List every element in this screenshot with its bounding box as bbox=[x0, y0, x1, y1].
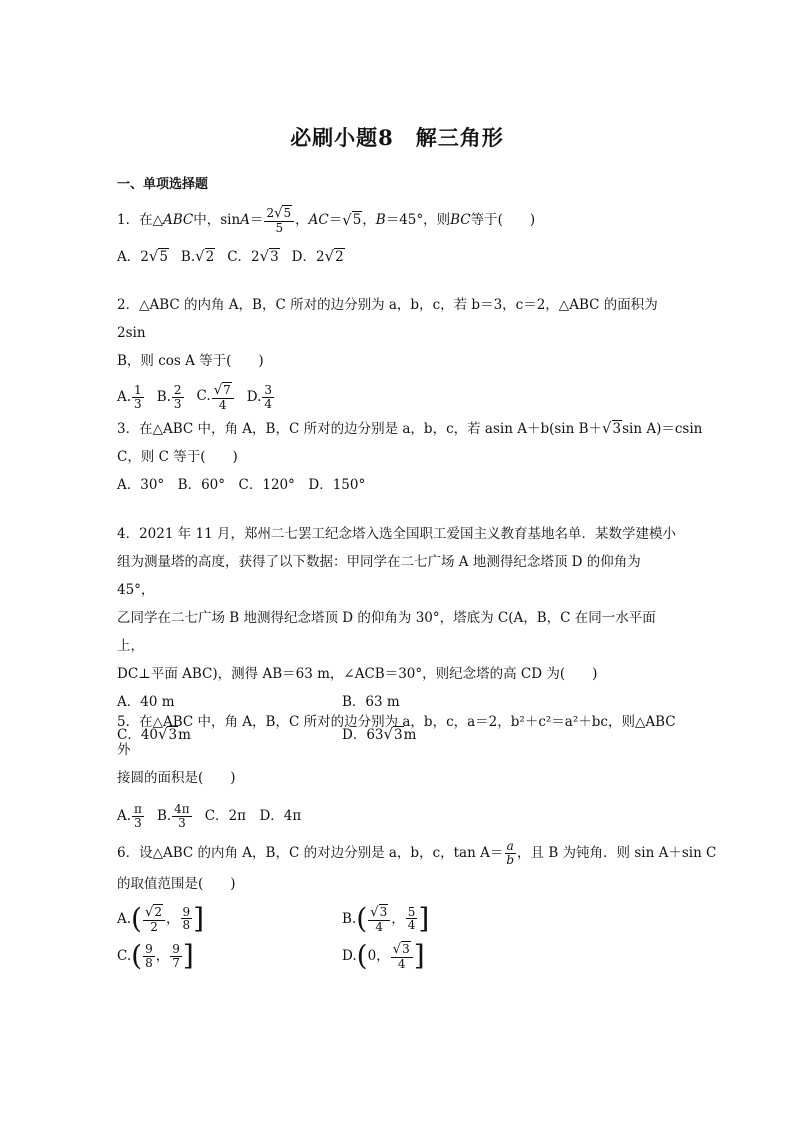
options-q6 bbox=[117, 901, 679, 973]
options-q1 bbox=[117, 241, 679, 271]
option-c[interactable]: C. ( $\frac{9}{8}$ ， $\frac{9}{7}$ ] bbox=[117, 939, 194, 973]
option-d[interactable]: D. ( 0 ， $\frac{√3}{4}$ ] bbox=[342, 939, 425, 973]
option-c[interactable]: C．40√3m bbox=[117, 725, 191, 743]
question-4: 4．2021 年 11 月，郑州二七罢工纪念塔入选全国职工爱国主义教育基地名单．某数学建模小 组为测量塔的高度，获得了以下数据：甲同学在二七广场 A 地测得纪念塔顶 D 的仰角为 45°， 乙同学在二七广场 B 地测得纪念塔顶 D 的仰角为 30°，塔底为 C(A，B，C 在同一水平面上， DC⊥平面 ABC)，测得 AB＝63 m，∠ACB＝30°，则纪念塔的高 CD 为( ) A．40 m B．63 m C．40√3m D．63√3m bbox=[117, 520, 679, 749]
option-c[interactable]: C．2√3 bbox=[227, 246, 279, 265]
question-5: 5．在△ABC 中，角 A，B，C 所对的边分别为 a，b，c，a＝2，b²＋c²＝a²＋bc，则△ABC 外 接圆的面积是( ) A. $\frac{\pi}{3}$ B. $\frac{4\pi}{3}$ C．2π D．4π bbox=[117, 708, 679, 836]
option-b[interactable]: B.√2 bbox=[180, 246, 215, 265]
option-d[interactable]: D．63√3m bbox=[342, 725, 417, 743]
fraction: $\frac{2√5}{5}$ bbox=[264, 205, 294, 234]
option-b[interactable]: B. $\frac{2}{3}$ bbox=[156, 383, 182, 411]
options-q2 bbox=[117, 379, 679, 415]
option-c-d[interactable]: C．2π D．4π bbox=[204, 808, 302, 824]
options-q3[interactable]: A．30° B．60° C．120° D．150° bbox=[117, 477, 366, 493]
option-a[interactable]: A．40 m bbox=[117, 694, 175, 710]
option-a[interactable]: A. $\frac{1}{3}$ bbox=[117, 383, 142, 411]
option-c[interactable]: C. $\frac{√7}{4}$ bbox=[197, 382, 235, 411]
option-a[interactable]: A. ( $\frac{√2}{2}$ ， $\frac{9}{8}$ ] bbox=[117, 901, 205, 935]
option-a[interactable]: A. $\frac{\pi}{3}$ bbox=[117, 802, 142, 830]
question-6: 6．设△ABC 的内角 A，B，C 的对边分别是 a，b，c，tan A＝ $\frac{a}{b}$ ，且 B 为钝角．则 sin A＋sin C 的取值范围是( ) A. ( $\frac{√2}{2}$ ， $\frac{9}{8}$ ] B. ( $\frac{√3}{4}$ ， $\frac{5}{4}$ ] C. ( $\frac{9}{8}$ ， $\frac{9}{7}$ ] D. ( 0 ， $\frac{√3}{4}$ ] bbox=[117, 838, 717, 973]
question-2: 2．△ABC 的内角 A，B，C 所对的边分别为 a，b，c，若 b＝3，c＝2，△ABC 的面积为 2sin B，则 cos A 等于( ) A. $\frac{1}{3}$ B. $\frac{2}{3}$ C. $\frac{√7}{4}$ D. $\frac{3}{4}$ bbox=[117, 291, 679, 415]
options-q5 bbox=[117, 796, 679, 836]
section-heading: 一、单项选择题 bbox=[117, 177, 209, 192]
question-1: 1．在△ ABC 中，sin A ＝ $\frac{2√5}{5}$ ， AC ＝ √ 5 ， B ＝45°，则 BC 等于( ) A．2√5 B.√2 C．2√3 D．2√2 bbox=[117, 203, 679, 271]
option-b[interactable]: B．63 m bbox=[342, 694, 400, 710]
option-d[interactable]: D．2√2 bbox=[291, 246, 344, 265]
option-b[interactable]: B. ( $\frac{√3}{4}$ ， $\frac{5}{4}$ ] bbox=[342, 901, 430, 935]
page-title: 必刷小题8 解三角形 bbox=[290, 125, 504, 150]
option-a[interactable]: A．2√5 bbox=[117, 246, 168, 265]
question-3: 3．在△ABC 中，角 A，B，C 所对的边分别是 a，b，c，若 asin A＋b(sin B＋√3sin A)＝csin C，则 C 等于( ) A．30° B．60° C．120° D．150° bbox=[117, 414, 679, 499]
option-b[interactable]: B. $\frac{4\pi}{3}$ bbox=[156, 802, 190, 830]
option-d[interactable]: D. $\frac{3}{4}$ bbox=[246, 383, 273, 411]
